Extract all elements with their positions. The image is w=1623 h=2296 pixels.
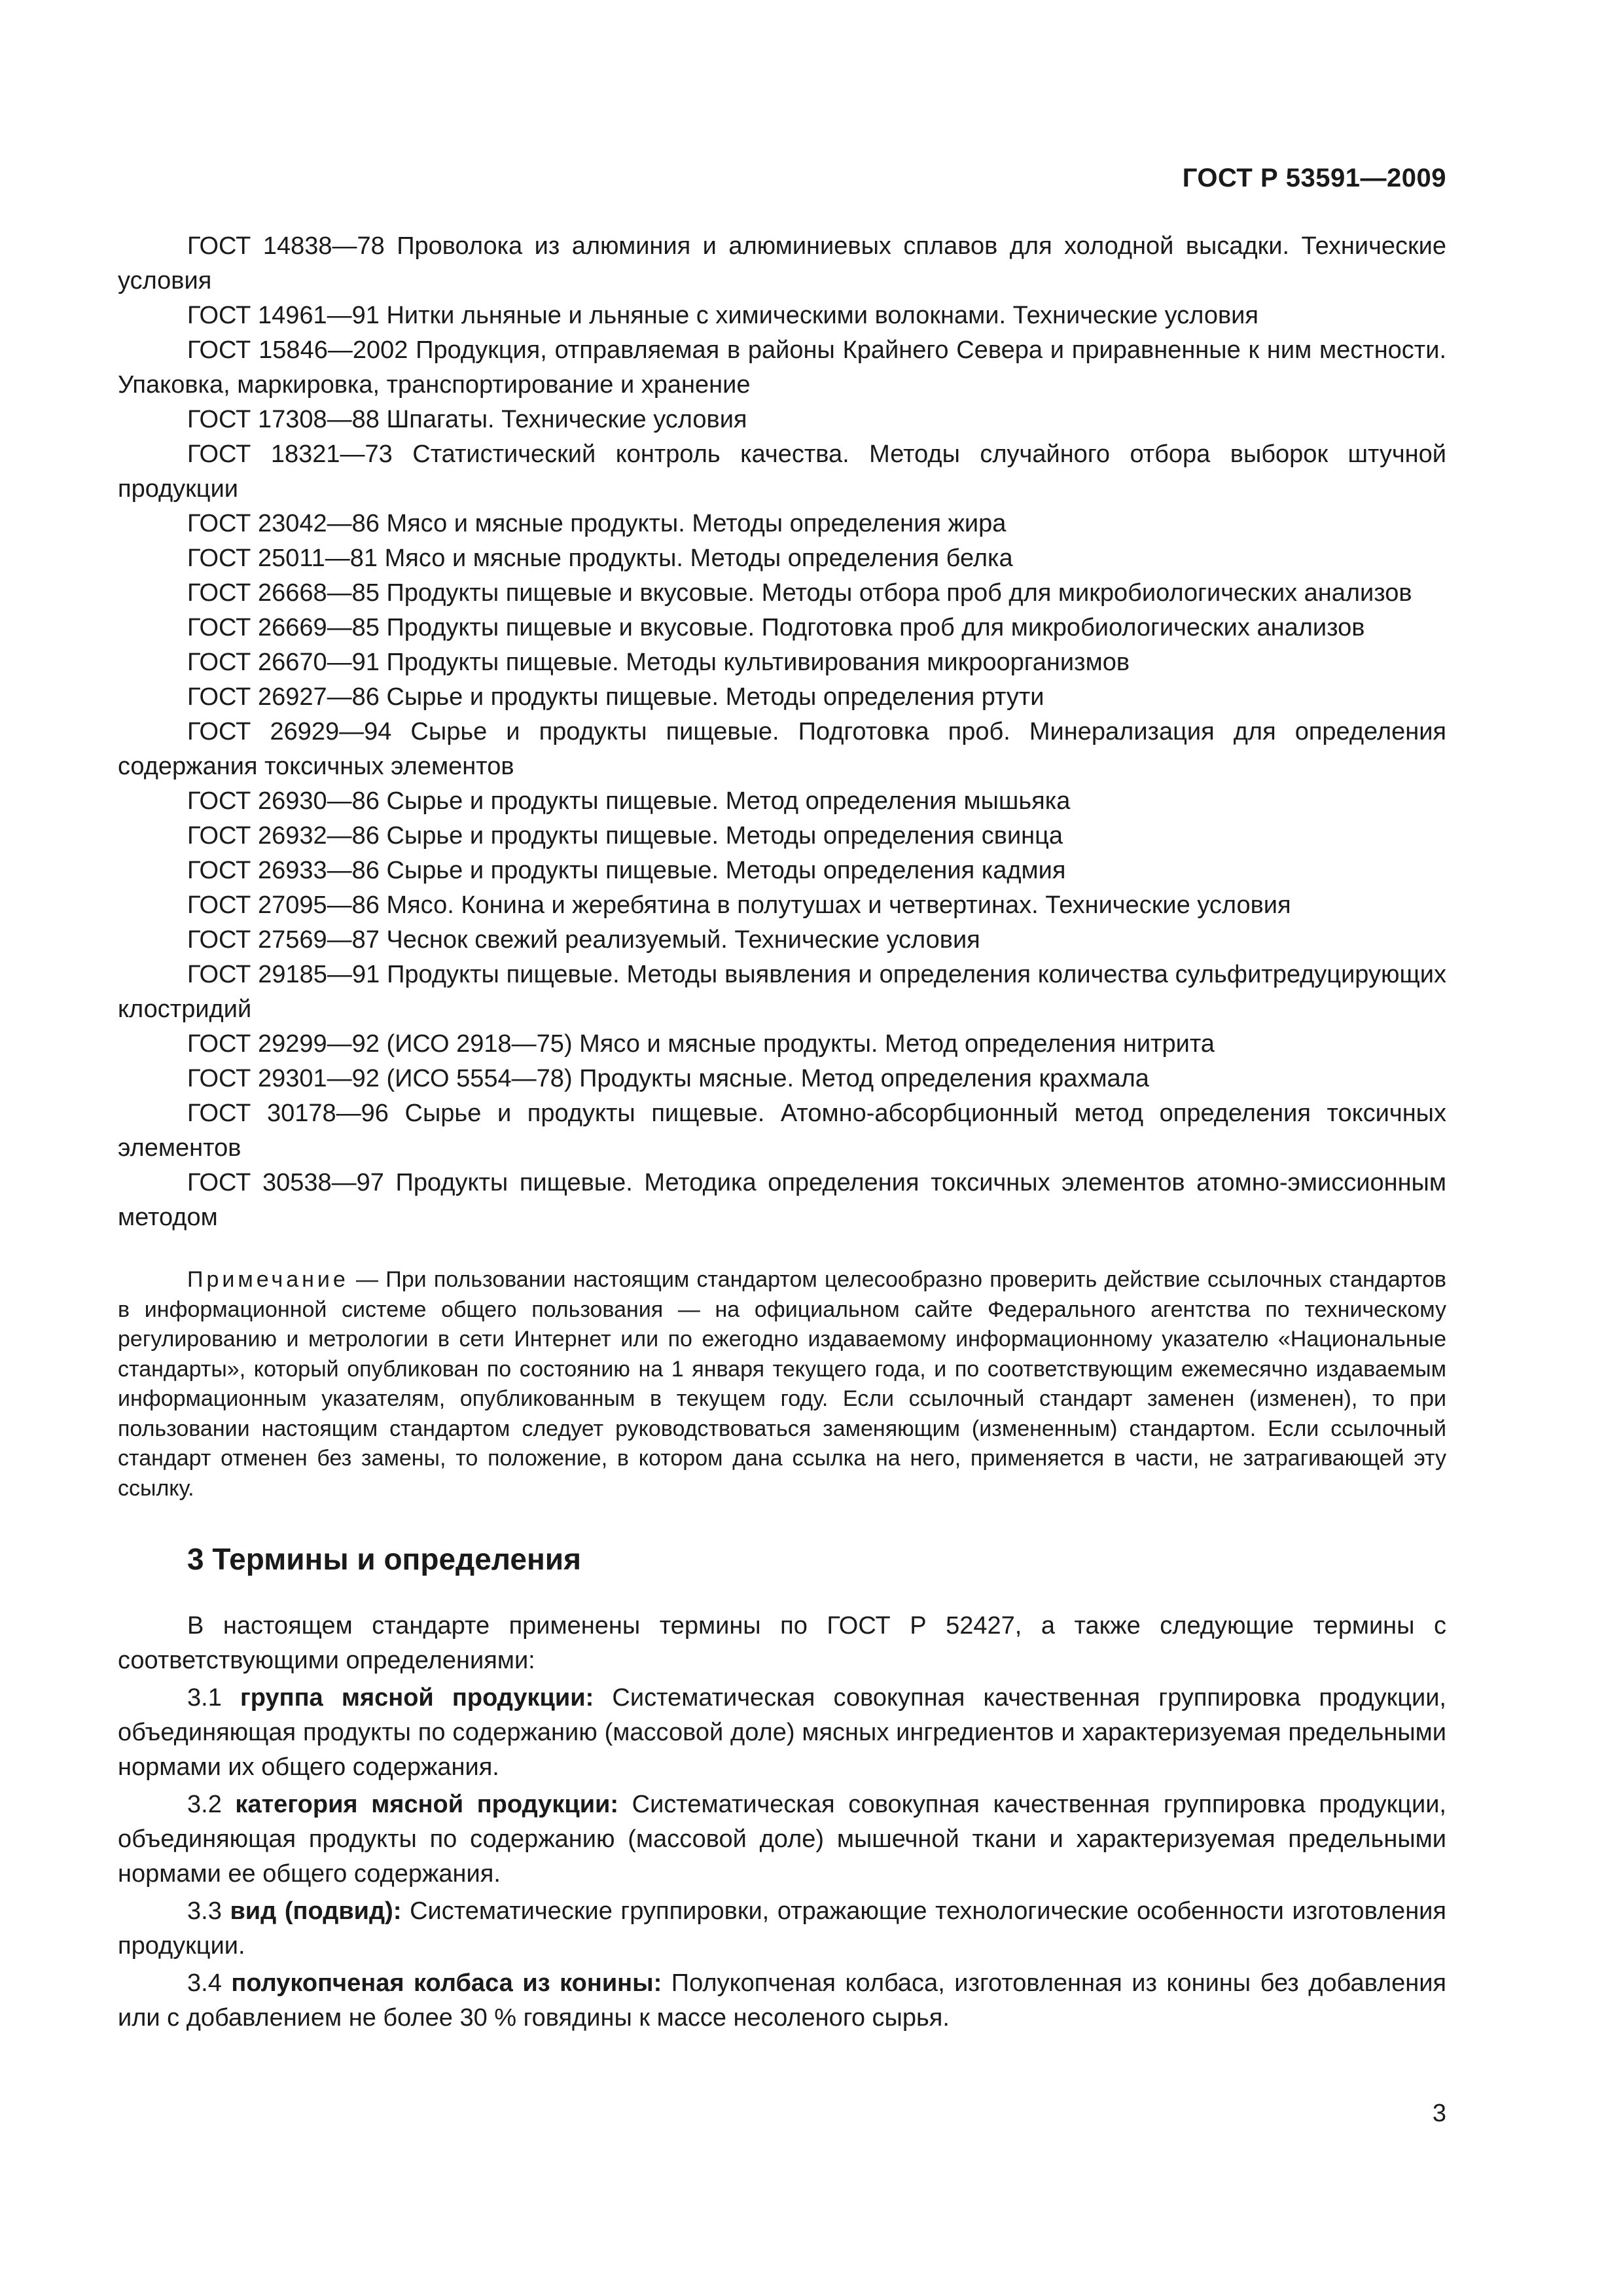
term-definition: Систематическая совокупная качественная группировка продукции, объединяющая продукты по содержанию (массовой доле) мышечной ткани и характеризуемая предельными нормами ее общего содержания. [118,1791,1446,1888]
reference-item: ГОСТ 26933—86 Сырье и продукты пищевые. Методы определения кадмия [187,857,1066,884]
reference-item: ГОСТ 26929—94 Сырье и продукты пищевые. Подготовка проб. Минерализация для определения содержания токсичных элементов [118,718,1446,780]
reference-item: ГОСТ 30178—96 Сырье и продукты пищевые. Атомно-абсорбционный метод определения токсичных элементов [118,1100,1446,1162]
reference-item: ГОСТ 26669—85 Продукты пищевые и вкусовые. Подготовка проб для микробиологических анализов [187,614,1365,641]
term-name: категория мясной продукции: [235,1791,619,1818]
doc-header: ГОСТ Р 53591—2009 [1182,164,1446,192]
reference-item: ГОСТ 26668—85 Продукты пищевые и вкусовые. Методы отбора проб для микробиологических анализов [187,579,1412,607]
reference-item: ГОСТ 23042—86 Мясо и мясные продукты. Методы определения жира [187,510,1007,537]
reference-item: ГОСТ 26930—86 Сырье и продукты пищевые. Метод определения мышьяка [187,787,1071,815]
reference-item: ГОСТ 26932—86 Сырье и продукты пищевые. Методы определения свинца [187,822,1063,850]
term-definition: Систематические группировки, отражающие технологические особенности изготовления продукции. [118,1897,1446,1960]
note-paragraph [118,1265,1446,1503]
reference-item: ГОСТ 14838—78 Проволока из алюминия и алюминиевых сплавов для холодной высадки. Технические условия [118,232,1446,295]
term-number: 3.1 [187,1684,240,1712]
term-name: группа мясной продукции: [240,1684,594,1712]
section-title: 3 Термины и определения [187,1542,581,1576]
term-definition: Систематическая совокупная качественная группировка продукции, объединяющая продукты по содержанию (массовой доле) мясных ингредиентов и характеризуемая предельными нормами их общего содержания. [118,1684,1446,1781]
term-number: 3.4 [187,1969,232,1997]
reference-item: ГОСТ 26927—86 Сырье и продукты пищевые. Методы определения ртути [187,683,1044,711]
term-item [118,1894,1446,1964]
term-item [118,1787,1446,1892]
references-list [118,229,1446,1235]
term-name: вид (подвид): [230,1897,402,1925]
reference-item: ГОСТ 29185—91 Продукты пищевые. Методы выявления и определения количества сульфитредуцирующих клостридий [118,961,1446,1023]
term-number: 3.2 [187,1791,236,1818]
reference-item: ГОСТ 18321—73 Статистический контроль качества. Методы случайного отбора выборок штучной продукции [118,440,1446,503]
reference-item: ГОСТ 29299—92 (ИСО 2918—75) Мясо и мясные продукты. Метод определения нитрита [187,1030,1215,1058]
reference-item: ГОСТ 17308—88 Шпагаты. Технические условия [187,406,747,433]
section-intro: В настоящем стандарте применены термины по ГОСТ Р 52427, а также следующие термины с соответствующими определениями: [118,1612,1446,1674]
term-name: полукопченая колбаса из конины: [231,1969,662,1997]
page-content [118,229,1446,2038]
reference-item: ГОСТ 27569—87 Чеснок свежий реализуемый. Технические условия [187,926,980,954]
note-text: — При пользовании настоящим стандартом целесообразно проверить действие ссылочных стандартов в информационной системе общего пользования — на официальном сайте Федерального агентства по техническому регулированию и метрологии в сети Интернет или по ежегодно издаваемому информационному указателю «Национальные стандарты», который опубликован по состоянию на 1 января текущего года, и по соответствующим ежемесячно издаваемым информационным указателям, опубликованным в текущем году. Если ссылочный стандарт заменен (изменен), то при пользовании настоящим стандартом следует руководствоваться заменяющим (измененным) стандартом. Если ссылочный стандарт отменен без замены, то положение, в котором дана ссылка на него, применяется в части, не затрагивающей эту ссылку. [118,1267,1446,1501]
reference-item: ГОСТ 15846—2002 Продукция, отправляемая в районы Крайнего Севера и приравненные к ним местности. Упаковка, маркировка, транспортирование и хранение [118,336,1446,399]
reference-item: ГОСТ 27095—86 Мясо. Конина и жеребятина в полутушах и четвертинах. Технические условия [187,891,1291,919]
term-definition: Полукопченая колбаса, изготовленная из конины без добавления или с добавлением не более 30 % говядины к массе несоленого сырья. [118,1969,1446,2032]
reference-item: ГОСТ 30538—97 Продукты пищевые. Методика определения токсичных элементов атомно-эмиссионным методом [118,1169,1446,1231]
reference-item: ГОСТ 29301—92 (ИСО 5554—78) Продукты мясные. Метод определения крахмала [187,1065,1149,1092]
page-number: 3 [1432,2100,1446,2127]
reference-item: ГОСТ 26670—91 Продукты пищевые. Методы культивирования микроорганизмов [187,649,1130,676]
reference-item: ГОСТ 25011—81 Мясо и мясные продукты. Методы определения белка [187,545,1013,572]
reference-item: ГОСТ 14961—91 Нитки льняные и льняные с химическими волокнами. Технические условия [187,302,1258,329]
term-item [118,1681,1446,1785]
note-label: Примечание [187,1267,349,1292]
term-number: 3.3 [187,1897,230,1925]
term-item [118,1966,1446,2036]
